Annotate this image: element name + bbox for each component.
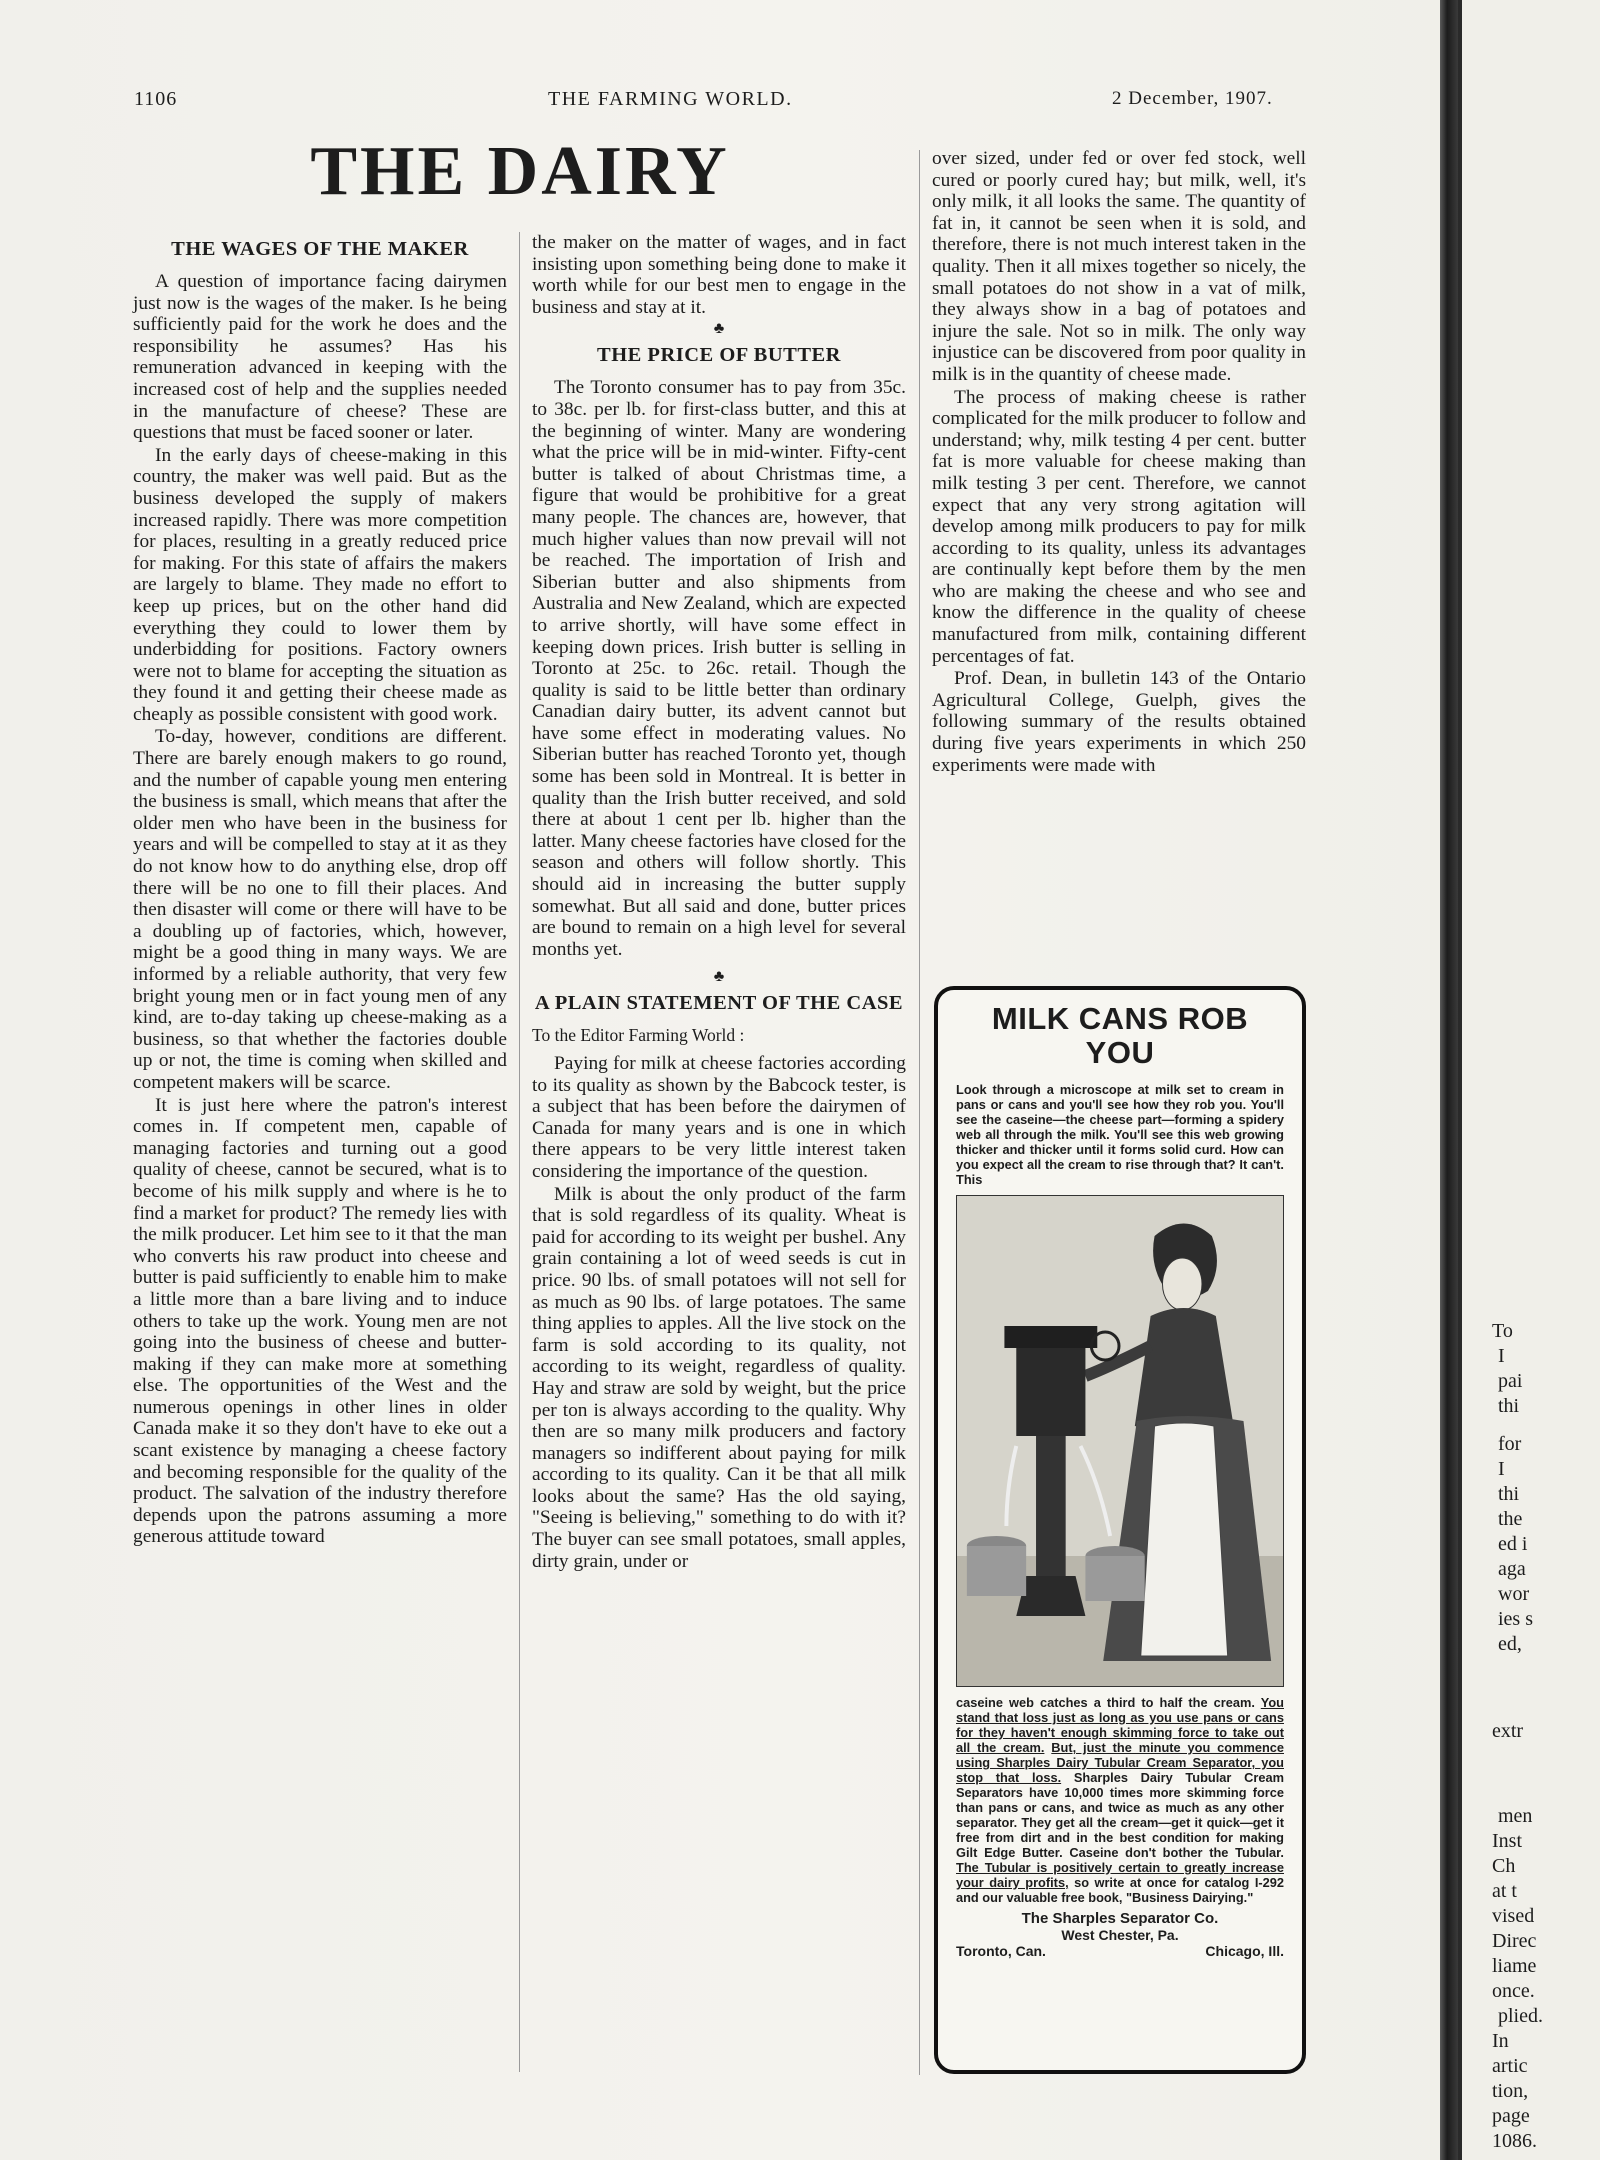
paragraph-continued: over sized, under fed or over fed stock, well cured or poorly cured hay; but milk, well, it's only milk, it all looks the same. The quantity of fat in, it cannot be seen when it is sold, and therefore, there is not much interest taken in the quality. Then it all mixes together so nicely, the small potatoes do not show in a vat of milk, they always show in a bag of potatoes and injure the sale. Not so in milk. The only way injustice can be discovered from poor quality in milk is in the quantity of cheese made. [932,148,1306,385]
page-gutter [1440,0,1458,2160]
paragraph: The process of making cheese is rather complicated for the milk producer to follow and understand; why, milk testing 4 per cent. butter fat is more valuable for cheese making than milk testing 3 per cent. Therefore, we cannot expect that any very strong agitation will develop among milk producers to pay for milk according to its quality, unless its advantages are continually kept before them by the men who are making the cheese and who see and know the difference in the quality of cheese manufactured from milk, containing different percentages of fat. [932,386,1306,667]
adjacent-page-edge [1458,0,1600,2160]
adjacent-page-fragment: ed i [1498,1533,1528,1555]
ad-text-force: Sharples Dairy Tubular Cream Separators have 10,000 times more skimming force than pans or cans, and twice as much as any other separator. They get all the cream—get it quick—get it free from dirt and in the best condition for making Gilt Edge Butter. Caseine don't bother the Tubular. [956,1770,1284,1860]
adjacent-page-fragment: Ch [1492,1855,1516,1877]
sharples-advertisement [934,986,1306,2074]
adjacent-page-border [1458,0,1462,2160]
adjacent-page-fragment: Direc [1492,1930,1537,1952]
paragraph: A question of importance facing dairymen just now is the wages of the maker. Is he being sufficiently paid for the work he does and the responsibility he assumes? Has his remuneration advanced in keeping with the increased cost of help and the supplies needed in the manufacture of cheese? These are questions that must be faced sooner or later. [133,271,507,444]
company-city-hq: West Chester, Pa. [1061,1927,1179,1943]
adjacent-page-fragment: I [1498,1345,1505,1367]
ornament-icon: ♣ [713,320,725,338]
adjacent-page-fragment: for [1498,1433,1522,1455]
company-branches [956,1943,1284,1959]
paragraph: It is just here where the patron's interest comes in. If competent men, capable of managing factories and turning out a good quality of cheese, cannot be secured, what is to become of his milk supply and where is he to find a market for product? The remedy lies with the milk producer. Let him see to it that the man who converts his raw product into cheese and butter is paid sufficiently to enable him to make a little more than a bare living and to induce others to take up the work. Young men are not going into the business of cheese and butter-making if they can make more at something else. The opportunities of the West and the numerous openings in other lines in older Canada make it so they don't have to eke out a scant existence by managing a cheese factory and becoming responsible for the quality of the product. The salvation of the industry therefore depends upon the patrons assuming a more generous attitude toward [133,1094,507,1548]
adjacent-page-fragment: extr [1492,1720,1524,1742]
paragraph: To-day, however, conditions are different. There are barely enough makers to go round, and the number of capable young men entering the business is small, which means that after the older men who have been in the business for years and will be compelled to stay at it as they do not know how to do anything else, drop off there will be no one to fill their places. And then disaster will come or there will have to be a doubling up of factories, which, however, might be a good thing in many ways. We are informed by a reliable authority, that very few bright young men or in fact young men of any kind, are to-day taking up cheese-making as a business, so that whether the factories double up or not, the time is coming when skilled and competent makers will be scarce. [133,726,507,1093]
article-heading-wages: THE WAGES OF THE MAKER [171,238,469,260]
adjacent-page-fragment: thi [1498,1483,1520,1505]
paragraph: The Toronto consumer has to pay from 35c. to 38c. per lb. for first-class butter, and this at the beginning of winter. Many are wondering what the price will be in mid-winter. Fifty-cent butter is talked of about Christmas time, a figure that would be prohibitive for a great many people. The chances are, however, that much higher values than now prevail will not be reached. The importation of Irish and Siberian butter and also shipments from Australia and New Zealand, which are expected to arrive shortly, will have some effect in keeping down prices. Irish butter is selling in Toronto at 25c. to 26c. retail. Though the quality is said to be little better than ordinary Canadian dairy butter, its advent cannot but have some effect in moderating values. No Siberian butter has reached Toronto yet, though some has been sold in Montreal. It is better in quality than the Irish butter received, and sold there at about 1 cent per lb. higher than the latter. Many cheese factories have closed for the season and others will follow shortly. This should aid in increasing the butter supply somewhat. But all said and done, butter prices are bound to remain on a high level for several months yet. [532,377,906,960]
adjacent-page-fragment: artic [1492,2055,1528,2077]
journal-title: THE FARMING WORLD. [548,88,793,110]
column-rule [519,232,520,2072]
adjacent-page-fragment: Inst [1492,1830,1522,1852]
adjacent-page-fragment: ed, [1498,1633,1522,1655]
ad-text-minute: But, just the minute you commence using Sharples Dairy Tubular Cream Separator, you stop that loss. [956,1740,1284,1785]
ad-text-loss: You stand that loss just as long as you use pans or cans for they haven't enough skimming force to take out all the cream. [956,1695,1284,1755]
adjacent-page-fragment: aga [1498,1558,1526,1580]
adjacent-page-fragment: ies s [1498,1608,1533,1630]
adjacent-page-fragment: 1086. [1492,2130,1537,2152]
adjacent-page-fragment: page [1492,2105,1530,2127]
article-heading-statement: A PLAIN STATEMENT OF THE CASE [534,992,904,1015]
ad-text-profits: The Tubular is positively certain to greatly increase your dairy profits, [956,1860,1284,1890]
paragraph: In the early days of cheese-making in this country, the maker was well paid. But as the business developed the supply of makers increased rapidly. There was more competition for places, resulting in a greatly reduced price for making. For this state of affairs the makers are largely to blame. They made no effort to keep up prices, but on the other hand did everything they could to lower them by underbidding for positions. Factory owners were not to blame for accepting the situation as they found it and getting their cheese made as cheaply as possible consistent with good work. [133,444,507,725]
adjacent-page-fragment: men [1498,1805,1533,1827]
adjacent-page-fragment: thi [1498,1395,1520,1417]
ad-headline-line1: MILK CANS ROB [991,1001,1249,1036]
section-title: THE DAIRY [310,133,730,210]
column-3 [932,148,1306,777]
adjacent-page-fragment: tion, [1492,2080,1529,2102]
column-rule [919,150,920,2075]
ad-text-catalog: so write at once for catalog I-292 and our valuable free book, "Business Dairying." [956,1875,1284,1905]
ad-body-top: Look through a microscope at milk set to cream in pans or cans and you'll see how they rob you. You'll see the caseine—the cheese part—forming a spidery web all through the milk. You'll see this web growing thicker and thicker until it forms solid curd. How can you expect all the cream to rise through that? It can't. This [956,1082,1284,1187]
article-heading-butter: THE PRICE OF BUTTER [597,344,841,367]
issue-date: 2 December, 1907. [1112,88,1273,109]
paragraph: Prof. Dean, in bulletin 143 of the Ontario Agricultural College, Guelph, gives the following summary of the results obtained during five years experiments in which 250 experiments were made with [932,668,1306,776]
adjacent-page-fragment: wor [1498,1583,1530,1605]
ornament-icon: ♣ [713,968,725,986]
separator-engraving-icon [957,1196,1283,1686]
ad-headline [956,1002,1284,1070]
dateline: To the Editor Farming World : [532,1025,745,1046]
adjacent-page-fragment: the [1498,1508,1523,1530]
paragraph-continued: the maker on the matter of wages, and in fact insisting upon something being done to make it worth while for our best men to engage in the business and stay at it. [532,232,906,318]
paragraph: Milk is about the only product of the farm that is sold regardless of its quality. Wheat is paid for according to its weight per bushel. Any grain containing a lot of weed seeds is cut in price. 90 lbs. of small potatoes will not sell for as much as 90 lbs. of large potatoes. The same thing applies to apples. All the live stock on the farm is sold according to its quality, not according to its weight, regardless of quality. Hay and straw are sold by weight, but the price per ton is always according to the quality. Why then are so many milk producers and factory managers so indifferent about paying for milk according to its quality. Can it be that all milk looks about the same? Has the old saying, "Seeing is believing," something to do with it? The buyer can see small potatoes, small apples, dirty grain, under or [532,1183,906,1572]
column-1 [133,232,507,1549]
ad-text-caseine: caseine web catches a third to half the cream. [956,1695,1255,1710]
adjacent-page-fragment: plied. [1498,2005,1543,2027]
page-number: 1106 [134,88,178,110]
branch-toronto: Toronto, Can. [956,1943,1046,1959]
column-2 [532,232,906,1573]
company-name: The Sharples Separator Co. [1021,1910,1219,1927]
adjacent-page-fragment: pai [1498,1370,1523,1392]
adjacent-page-fragment: In [1492,2030,1509,2052]
adjacent-page-fragment: liame [1492,1955,1537,1977]
adjacent-page-fragment: at t [1492,1880,1517,1902]
adjacent-page-fragment: I [1498,1458,1505,1480]
ad-body-bottom [956,1695,1284,1905]
ad-headline-line2: YOU [1085,1035,1155,1070]
adjacent-page-fragment: vised [1492,1905,1535,1927]
adjacent-page-fragment: once. [1492,1980,1535,2002]
woman-with-separator-illustration [956,1195,1284,1687]
adjacent-page-fragment: To [1492,1320,1513,1342]
branch-chicago: Chicago, Ill. [1205,1943,1284,1959]
paragraph: Paying for milk at cheese factories according to its quality as shown by the Babcock tester, is a subject that has been before the dairymen of Canada for many years and is one in which there appears to be very little interest taken considering the importance of the question. [532,1053,906,1182]
ad-signature [956,1911,1284,1959]
